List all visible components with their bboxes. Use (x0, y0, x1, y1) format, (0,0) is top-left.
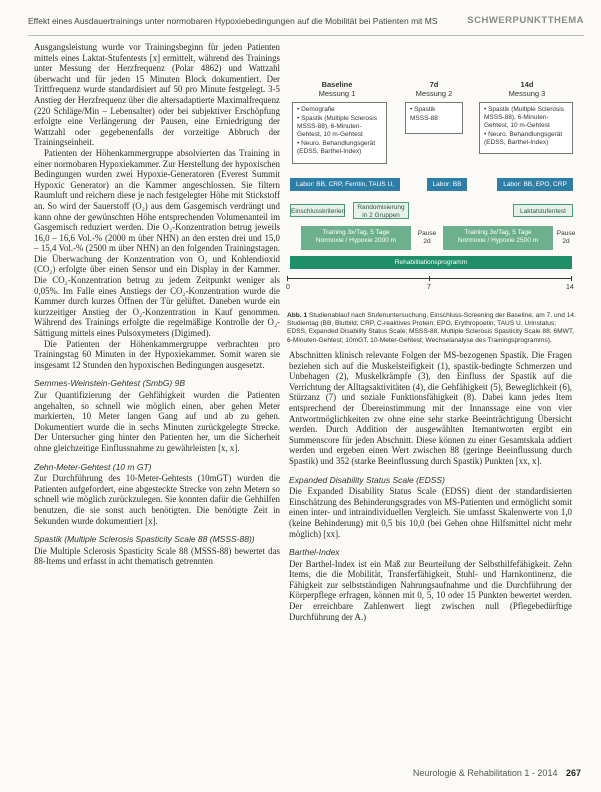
col-subtitle: Messung 1 (318, 89, 356, 98)
page-number: 267 (565, 768, 581, 778)
paragraph: Zur Durchführung des 10-Meter-Gehtests (10mGT) wurden die Patienten aufgefordert, eine abgesteckte Strecke von zehn Metern so schnell wie möglich zurückzulegen. Sie konnten dafür die Gehhilfen benutzen, die sie sonst auch benötigten. Die benötigte Zeit in Sekunden wurde dokumentiert [x]. (34, 473, 280, 526)
left-column (34, 42, 280, 567)
col-title: 7d (429, 80, 439, 89)
subheading-mss: Spastik (Multiple Sclerosis Spasticity Scale 88 (MSSS-88)) (34, 534, 255, 545)
box-item: • Neuro. Behandlungsgerät (EDSS, Barthel-Index) (484, 131, 563, 146)
box-item: • Spastik (Multiple Sclerosis MSSS-88), 6-Minuten-Gehtest, 10 m-Gehtest (484, 106, 564, 129)
pause-2: Pause 2d (556, 230, 576, 245)
training-label: Training 3x/Tag, 5 Tage (322, 229, 390, 236)
axis-tick (287, 276, 288, 281)
col-title: 14d (520, 80, 534, 89)
axis-label: 0 (286, 284, 290, 291)
paragraph: Die Multiple Sclerosis Spasticity Scale 88 (MSSS-88) bewertet das 88-Items und erfasst in acht thematisch getrennten (34, 545, 280, 567)
paragraph: Der Barthel-Index ist ein Maß zur Beurteilung der Selbsthilfefähigkeit. Zehn Items, die die Mobilität, Transferfähigkeit, Stuhl- und Harnkontinenz, die Fähigkeit zur selbstständigen Nahrungsaufnahme und die Durchführung der Körperpflege erfragen, können mit 0, 5, 10 oder 15 Punkten bewertet werden. Der erreichbare Zahlenwert liegt zwischen null (Pflegebedürftige Durchführung der A.) (289, 558, 572, 622)
paragraph: Die Expanded Disability Status Scale (EDSS) dient der standardisierten Einschätzung des Behinderungsgrades von MS-Patienten und ermöglicht somit einen inter- und intraindividuellen Vergleich. Sie umfasst Skalenwerte von 1,0 (keine Behinderung) mit 0,5 bis 10,0 (bei Gehen ohne Hilfsmittel nicht mehr möglich) [xx]. (289, 486, 572, 539)
axis-label: 7 (427, 284, 431, 291)
figure-col-7d (399, 80, 469, 98)
caption-label: Abb. 1 (287, 312, 308, 319)
axis-tick (429, 276, 430, 281)
section-label: SCHWERPUNKTTHEMA (467, 15, 584, 26)
journal-name: Neurologie & Rehabilitation 1 - 2014 (412, 768, 558, 778)
assessment-box-baseline (292, 102, 387, 164)
training-block-2 (443, 226, 553, 250)
paragraph: Zur Quantifizierung der Gehfähigkeit wurden die Patienten angehalten, so schnell wie möglich einen, aber gehen Meter markierten, 10 Meter langen Gang auf und ab zu gehen. Dokumentiert wurde die in sechs Minuten zurückgelegte Strecke. Der Untersucher ging hinter den Patienten her, um die Sicherheit ohne gleichzeitige Einflussnahme zu gewährleisten [x, x]. (34, 390, 280, 453)
assessment-box-7d (405, 102, 463, 134)
training-sublabel: Normoxie / Hypoxie 2000 m (315, 237, 397, 244)
col-subtitle: Messung 2 (415, 89, 453, 98)
caption-text: Studienablauf nach Stufenuntersuchung, Einschluss-Screening der Baseline, am 7. und 14. Studientag (BB, Blutbild; CRP, C-reaktives Protein; EPO, Erythropoetin; TAUS U, Urinstatus; EDSS, Expanded Disability Status Scale; MSSS-88, Multiple Sclerosis Spasticity Scale 88; 6MWT, 6-Minuten-Gehtest; 10mGT, 10-Meter-Gehtest; Wechselanalyse des Trainingsprogramms). (287, 312, 576, 344)
box-item: • Spastik (Multiple Sclerosis MSSS-88), 6-Minuten-Gehtest, 10 m-Gehtest (297, 115, 377, 138)
col-subtitle: Messung 3 (508, 89, 546, 98)
box-item: • Demografie (297, 106, 335, 113)
paragraph: Patienten der Höhenkammergruppe absolvierten das Training in einer normobaren Hypoxiekammer. Zur Herstellung der hypoxischen Bedingungen wurden zwei Hypoxie-Generatoren (Everest Summit Hypoxic Generator) an die Kammer angeschlossen. Sie filtern Raumluft und reichern diese je nach festgelegter Höhe mit Stickstoff an. So wird der Sauerstoff (O₂) aus dem Gasgemisch verdrängt und kann ohne der gewünschten Höhe entsprechenden Volumenanteil im Gasgemisch reduziert werden. Die O₂-Konzentration betrug jeweils 16,0 – 16,6 Vol.-% (2000 m über NHN) an den ersten drei und 15,0 – 15,4 Vol.-% (2500 m über NHN) an den folgenden Trainingstagen. Die Überwachung der Konzentration von O₂ und Kohlendioxid (CO₂) erfolgte über einen Sensor und ein Display in der Kammer. Die CO₂-Konzentration betrug zu jedem Zeitpunkt weniger als 0,05%. Im Falle eines Anstiegs der CO₂-Konzentration wurde die Kammer durch kurzes Öffnen der Tür gelüftet. Daneben wurde ein kurzzeitiger Anstieg der O₂-Konzentration in Kauf genommen. Während des Trainings erfolgte die regelmäßige Kontrolle der O₂-Sättigung mittels eines Pulsoxymeters (Digimed). (34, 147, 280, 339)
figure-caption (287, 312, 577, 345)
box-item: MSSS-88 (410, 115, 438, 122)
axis-label: 14 (566, 284, 574, 291)
paragraph: Ausgangsleistung wurde vor Trainingsbeginn für jeden Patienten mittels eines Laktat-Stufentests [x] ermittelt, während des Trainings unter Messung der Herzfrequenz (Polar 4862) und Wattzahl überwacht und für jeden 15 Minuten Block dokumentiert. Der Trittfrequenz wurde standardisiert auf 50 pro Minute festgelegt. 3-5 Anstieg der Herzfrequenz über die altersadaptierte Maximalfrequenz (220 Schläge/Min – Lebensalter) oder bei subjektiver Erschöpfung erfolgte eine Verlängerung der Pausen, eine Erniedrigung der Wattzahl oder gegebenenfalls der vorzeitige Abbruch der Trainingseinheit. (34, 42, 280, 148)
subheading-barthel: Barthel-Index (289, 547, 340, 558)
col-title: Baseline (321, 80, 353, 89)
lab-bar-14d: Labor: BB, EPO, CRP (497, 178, 573, 191)
pause-1: Pause 2d (417, 230, 437, 245)
figure-col-baseline (292, 80, 382, 98)
paragraph: Abschnitten klinisch relevante Folgen der MS-bezogenen Spastik. Die Fragen beziehen sich auf die Muskelsteifigkeit (1), spastik-bedingte Schmerzen und Unbehagen (2), Muskelkrämpfe (3), den Einfluss der Spastik auf die Verrichtung der Alltagsaktivitäten (4), die Gehfähigkeit (5), Beweglichkeit (6), Stürzanz (7) und soziale Funktionsfähigkeit (8). Dabei kann jedes Item entsprechend der Übereinstimmung mit der Innanssage eine von vier Antwortmöglichkeiten zw ohne eine sehr starke Beeinträchtigung Übersicht werden. Durch Addition der ausgewählten Itemantworten ergibt ein Summenscore für jeden Abschnitt. Diese können zu einer Gesamtskala addiert werden und ergeben einen Wert zwischen 88 (geringe Beeinflussung durch Spastik) und 352 (starke Beeinflussung durch Spastik) Punkten [xx, x]. (289, 350, 572, 466)
inclusion-box: Einschlusskriterien (290, 204, 345, 217)
running-header (28, 14, 584, 36)
subheading-edss: Expanded Disability Status Scale (EDSS) (289, 474, 445, 485)
figure-col-14d (482, 80, 572, 98)
rehab-bar: Rehabilitationsprogramm (290, 256, 572, 269)
lactate-test-box: Laktatstufentest (513, 204, 573, 217)
assessment-box-14d (479, 102, 573, 154)
lab-bar-baseline: Labor: BB, CRP, Ferritin, TAUS U, EPO (290, 178, 400, 191)
paragraph: Die Patienten der Höhenkammergruppe verbrachten pro Trainingstag 60 Minuten in der Hypoxiekammer. Somit waren sie insgesamt 12 Stunden den hypoxischen Bedingungen ausgesetzt. (34, 338, 280, 370)
training-block-1 (301, 226, 411, 250)
lab-bar-7d: Labor: BB (427, 178, 467, 191)
randomisation-box: Randomisierung in 2 Gruppen (353, 202, 409, 219)
right-column (289, 350, 572, 622)
box-item: • Spastik (410, 106, 436, 113)
training-sublabel: Normoxie / Hypoxie 2500 m (457, 237, 539, 244)
study-design-figure (287, 80, 579, 307)
training-label: Training 3x/Tag, 5 Tage (464, 229, 532, 236)
axis-tick (571, 276, 572, 281)
subheading-10mgt: Zehn-Meter-Gehtest (10 m GT) (34, 461, 152, 472)
subheading-smbg: Semmes-Weinstein-Gehtest (SmbG) 9B (34, 378, 185, 389)
box-item: • Neuro. Behandlungsgerät (EDSS, Barthel-Index) (297, 140, 376, 155)
running-title: Effekt eines Ausdauertrainings unter normobaren Hypoxiebedingungen auf die Mobilität bei Patienten mit MS (28, 16, 438, 26)
page-footer (413, 768, 581, 778)
